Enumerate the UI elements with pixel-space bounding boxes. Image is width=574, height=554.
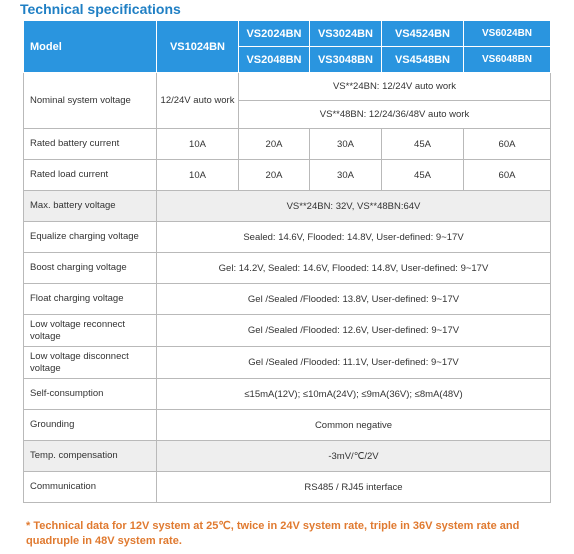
table-row xyxy=(24,129,551,160)
cell-value: Sealed: 14.6V, Flooded: 14.8V, User-defined: 9~17V xyxy=(157,222,551,253)
cell-value: VS**48BN: 12/24/36/48V auto work xyxy=(239,101,551,129)
cell-value: 30A xyxy=(310,129,382,160)
cell-value: 10A xyxy=(157,129,239,160)
row-label: Rated load current xyxy=(24,160,157,191)
table-row xyxy=(24,253,551,284)
cell-value: 20A xyxy=(239,129,310,160)
table-row xyxy=(24,410,551,441)
header-row-top xyxy=(24,21,551,47)
row-label: Communication xyxy=(24,472,157,503)
row-label: Nominal system voltage xyxy=(24,73,157,129)
cell-value: 45A xyxy=(382,160,464,191)
cell-value: -3mV/℃/2V xyxy=(157,441,551,472)
row-label: Equalize charging voltage xyxy=(24,222,157,253)
model-vs6048bn: VS6048BN xyxy=(464,47,551,73)
model-vs3048bn: VS3048BN xyxy=(310,47,382,73)
table-row xyxy=(24,472,551,503)
model-header: Model xyxy=(24,21,157,73)
cell-value: Gel: 14.2V, Sealed: 14.6V, Flooded: 14.8V, User-defined: 9~17V xyxy=(157,253,551,284)
row-label: Temp. compensation xyxy=(24,441,157,472)
table-row xyxy=(24,222,551,253)
page-title: Technical specifications xyxy=(20,1,181,17)
row-label: Low voltage disconnect voltage xyxy=(24,347,157,379)
cell-value: VS**24BN: 32V, VS**48BN:64V xyxy=(157,191,551,222)
model-vs6024bn: VS6024BN xyxy=(464,21,551,47)
cell-value: Common negative xyxy=(157,410,551,441)
table-row xyxy=(24,73,551,101)
table-row xyxy=(24,160,551,191)
row-label: Low voltage reconnect voltage xyxy=(24,315,157,347)
footnote: * Technical data for 12V system at 25℃, twice in 24V system rate, triple in 36V system rate and quadruple in 48V system rate. xyxy=(26,520,520,547)
model-vs1024bn: VS1024BN xyxy=(157,21,239,73)
table-row xyxy=(24,441,551,472)
model-vs2024bn: VS2024BN xyxy=(239,21,310,47)
row-label: Rated battery current xyxy=(24,129,157,160)
model-vs4548bn: VS4548BN xyxy=(382,47,464,73)
row-label: Float charging voltage xyxy=(24,284,157,315)
cell-value: 60A xyxy=(464,129,551,160)
model-vs3024bn: VS3024BN xyxy=(310,21,382,47)
table-row xyxy=(24,347,551,379)
cell-value: Gel /Sealed /Flooded: 13.8V, User-defined: 9~17V xyxy=(157,284,551,315)
model-vs2048bn: VS2048BN xyxy=(239,47,310,73)
cell-value: Gel /Sealed /Flooded: 12.6V, User-defined: 9~17V xyxy=(157,315,551,347)
cell-value: 12/24V auto work xyxy=(157,73,239,129)
cell-value: RS485 / RJ45 interface xyxy=(157,472,551,503)
cell-value: Gel /Sealed /Flooded: 11.1V, User-defined: 9~17V xyxy=(157,347,551,379)
row-label: Self-consumption xyxy=(24,379,157,410)
row-label: Max. battery voltage xyxy=(24,191,157,222)
row-label: Grounding xyxy=(24,410,157,441)
table-row xyxy=(24,315,551,347)
cell-value: ≤15mA(12V); ≤10mA(24V); ≤9mA(36V); ≤8mA(48V) xyxy=(157,379,551,410)
cell-value: 20A xyxy=(239,160,310,191)
cell-value: 60A xyxy=(464,160,551,191)
model-vs4524bn: VS4524BN xyxy=(382,21,464,47)
cell-value: 45A xyxy=(382,129,464,160)
table-row xyxy=(24,379,551,410)
row-label: Boost charging voltage xyxy=(24,253,157,284)
table-row xyxy=(24,191,551,222)
cell-value: VS**24BN: 12/24V auto work xyxy=(239,73,551,101)
cell-value: 30A xyxy=(310,160,382,191)
table-row xyxy=(24,284,551,315)
spec-table xyxy=(23,20,551,503)
cell-value: 10A xyxy=(157,160,239,191)
